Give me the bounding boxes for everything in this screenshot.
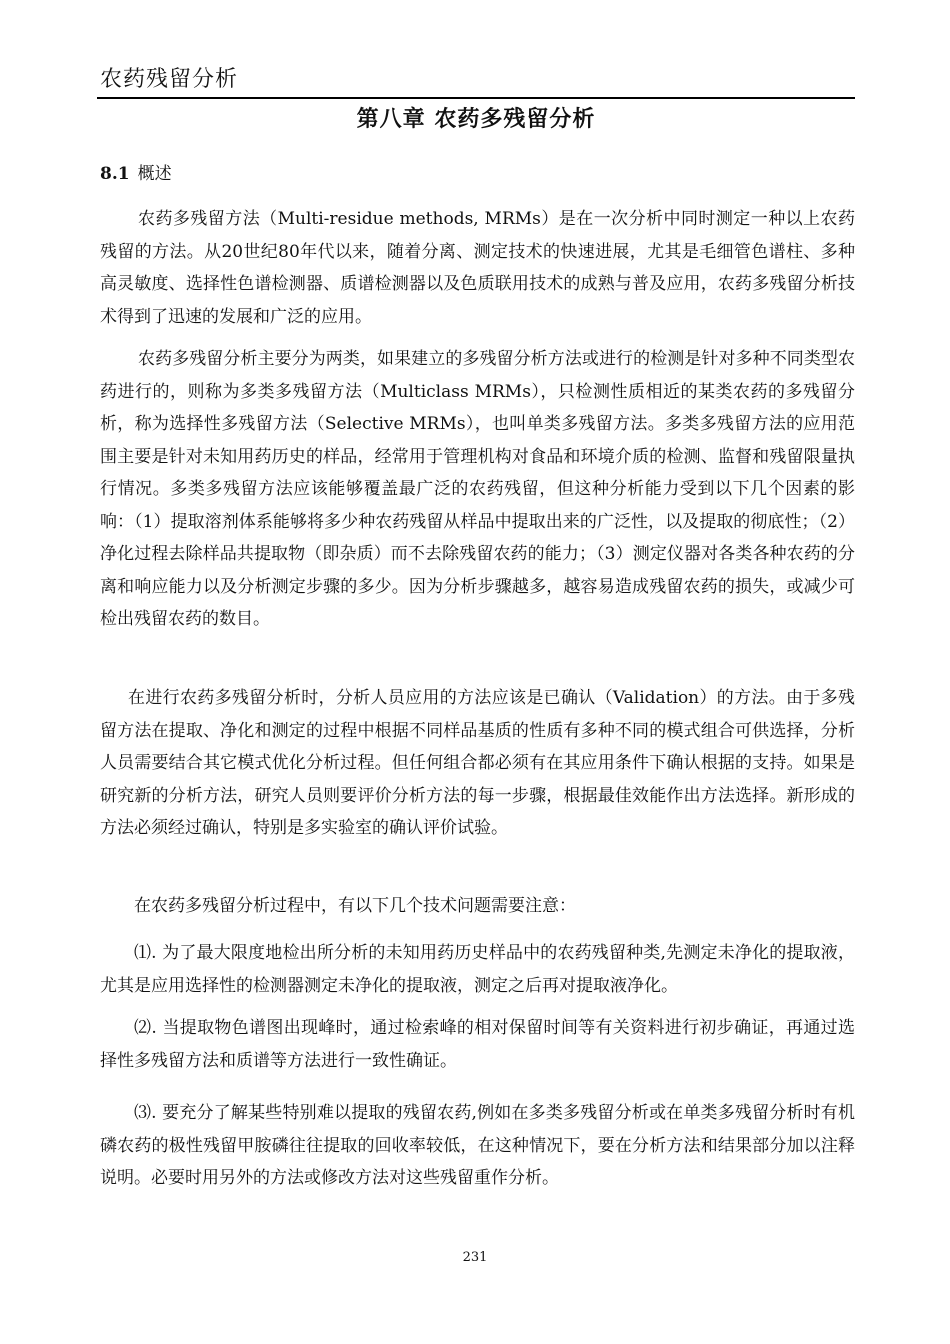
section-title: 概述 (137, 164, 172, 184)
section-number: 8.1 (100, 164, 130, 184)
list-item-2: ⑵. 当提取物色谱图出现峰时，通过检索峰的相对保留时间等有关资料进行初步确证，再通过选择性多残留方法和质谱等方法进行一致性确证。 (100, 1018, 855, 1071)
paragraph-intro: 农药多残留方法（Multi-residue methods, MRMs）是在一次分析中同时测定一种以上农药残留的方法。从20世纪80年代以来，随着分离、测定技术的快速进展，尤其是毛细管色谱柱、多种高灵敏度、选择性色谱检测器、质谱检测器以及色质联用技术的成熟与普及应用，农药多残留分析技术得到了迅速的发展和广泛的应用。 (100, 209, 855, 327)
running-header: 农药残留分析 (100, 67, 239, 92)
paragraph-classification: 农药多残留分析主要分为两类，如果建立的多残留分析方法或进行的检测是针对多种不同类型农药进行的，则称为多类多残留方法（Multiclass MRMs），只检测性质相近的某类农药的多残留分析，称为选择性多残留方法（Selective MRMs），也叫单类多残留方法。多类多残留方法的应用范围主要是针对未知用药历史的样品，经常用于管理机构对食品和环境介质的检测、监督和残留限量执行情况。多类多残留方法应该能够覆盖最广泛的农药残留，但这种分析能力受到以下几个因素的影响：（1）提取溶剂体系能够将多少种农药残留从样品中提取出来的广泛性，以及提取的彻底性；（2）净化过程去除样品共提取物（即杂质）而不去除残留农药的能力；（3）测定仪器对各类各种农药的分离和响应能力以及分析测定步骤的多少。因为分析步骤越多，越容易造成残留农药的损失，或减少可检出残留农药的数目。 (100, 349, 855, 629)
header-divider (97, 97, 855, 99)
section-heading (100, 159, 172, 184)
list-item-1: ⑴. 为了最大限度地检出所分析的未知用药历史样品中的农药残留种类,先测定未净化的提取液，尤其是应用选择性的检测器测定未净化的提取液，测定之后再对提取液净化。 (100, 943, 855, 996)
paragraph-issues-intro: 在农药多残留分析过程中，有以下几个技术问题需要注意： (134, 896, 576, 916)
paragraph-validation: 在进行农药多残留分析时，分析人员应用的方法应该是已确认（Validation）的方法。由于多残留方法在提取、净化和测定的过程中根据不同样品基质的性质有多种不同的模式组合可供选择，分析人员需要结合其它模式优化分析过程。但任何组合都必须有在其应用条件下确认根据的支持。如果是研究新的分析方法，研究人员则要评价分析方法的每一步骤，根据最佳效能作出方法选择。新形成的方法必须经过确认，特别是多实验室的确认评价试验。 (100, 688, 855, 838)
list-item-3: ⑶. 要充分了解某些特别难以提取的残留农药,例如在多类多残留分析或在单类多残留分析时有机磷农药的极性残留甲胺磷往往提取的回收率较低，在这种情况下，要在分析方法和结果部分加以注释说明。必要时用另外的方法或修改方法对这些残留重作分析。 (100, 1103, 855, 1188)
page-number: 231 (462, 1250, 488, 1265)
chapter-title: 第八章 农药多残留分析 (356, 106, 596, 132)
